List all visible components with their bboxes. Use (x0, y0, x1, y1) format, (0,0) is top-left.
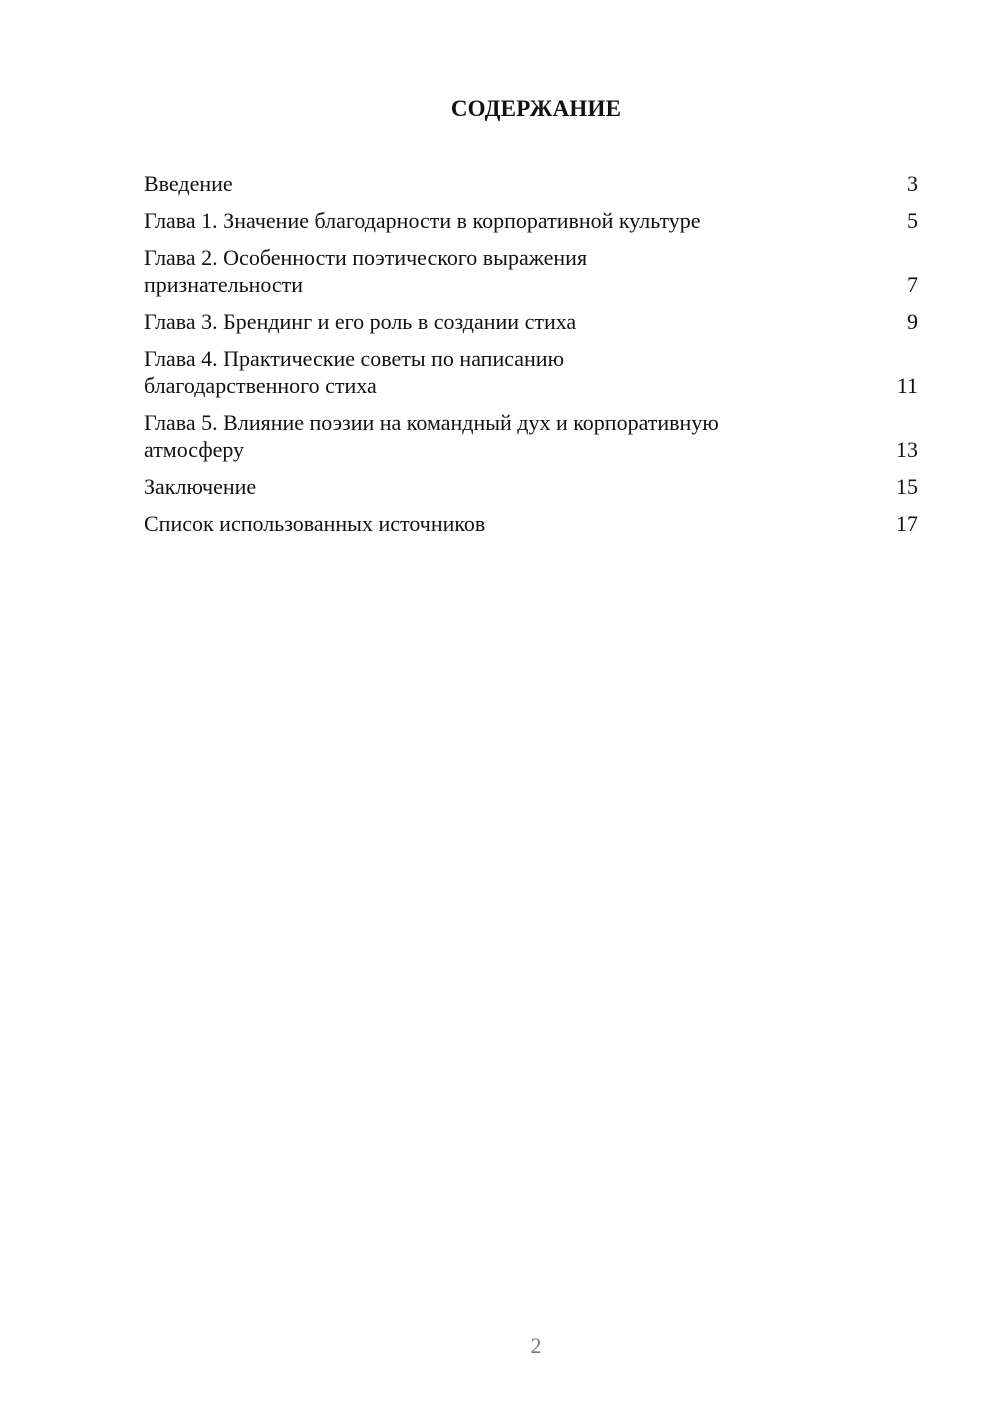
toc-entry-title: Заключение (144, 474, 257, 499)
page-title: СОДЕРЖАНИЕ (450, 96, 622, 121)
toc-entry-page: 3 (907, 171, 918, 196)
page-number: 2 (530, 1333, 542, 1358)
toc-entry-title: Глава 5. Влияние поэзии на командный дух и корпоративную атмосферу (144, 410, 719, 462)
toc-entry-page: 9 (907, 309, 918, 334)
toc-entry-bibliography (144, 510, 918, 537)
toc-entry-page: 7 (907, 272, 918, 297)
toc-entry-title: Список использованных источников (144, 511, 486, 536)
toc-entry-chapter-2 (144, 244, 918, 298)
toc-entry-chapter-5 (144, 409, 918, 463)
toc-entry-chapter-1 (144, 207, 918, 234)
toc-entry-title: Глава 3. Брендинг и его роль в создании стиха (144, 309, 577, 334)
toc-entry-introduction (144, 170, 918, 197)
toc-entry-page: 11 (896, 373, 918, 398)
toc-entry-title: Введение (144, 171, 233, 196)
toc-entry-page: 15 (896, 474, 918, 499)
toc-entry-title: Глава 4. Практические советы по написанию благодарственного стиха (144, 346, 565, 398)
toc-entry-page: 5 (907, 208, 918, 233)
toc-entry-chapter-3 (144, 308, 918, 335)
toc-entry-page: 17 (896, 511, 918, 536)
toc-entry-page: 13 (896, 437, 918, 462)
toc-entry-title: Глава 2. Особенности поэтического выражения признательности (144, 245, 588, 297)
toc-entry-chapter-4 (144, 345, 918, 399)
toc-entry-conclusion (144, 473, 918, 500)
toc-entry-title: Глава 1. Значение благодарности в корпоративной культуре (144, 208, 701, 233)
table-of-contents (144, 170, 918, 547)
